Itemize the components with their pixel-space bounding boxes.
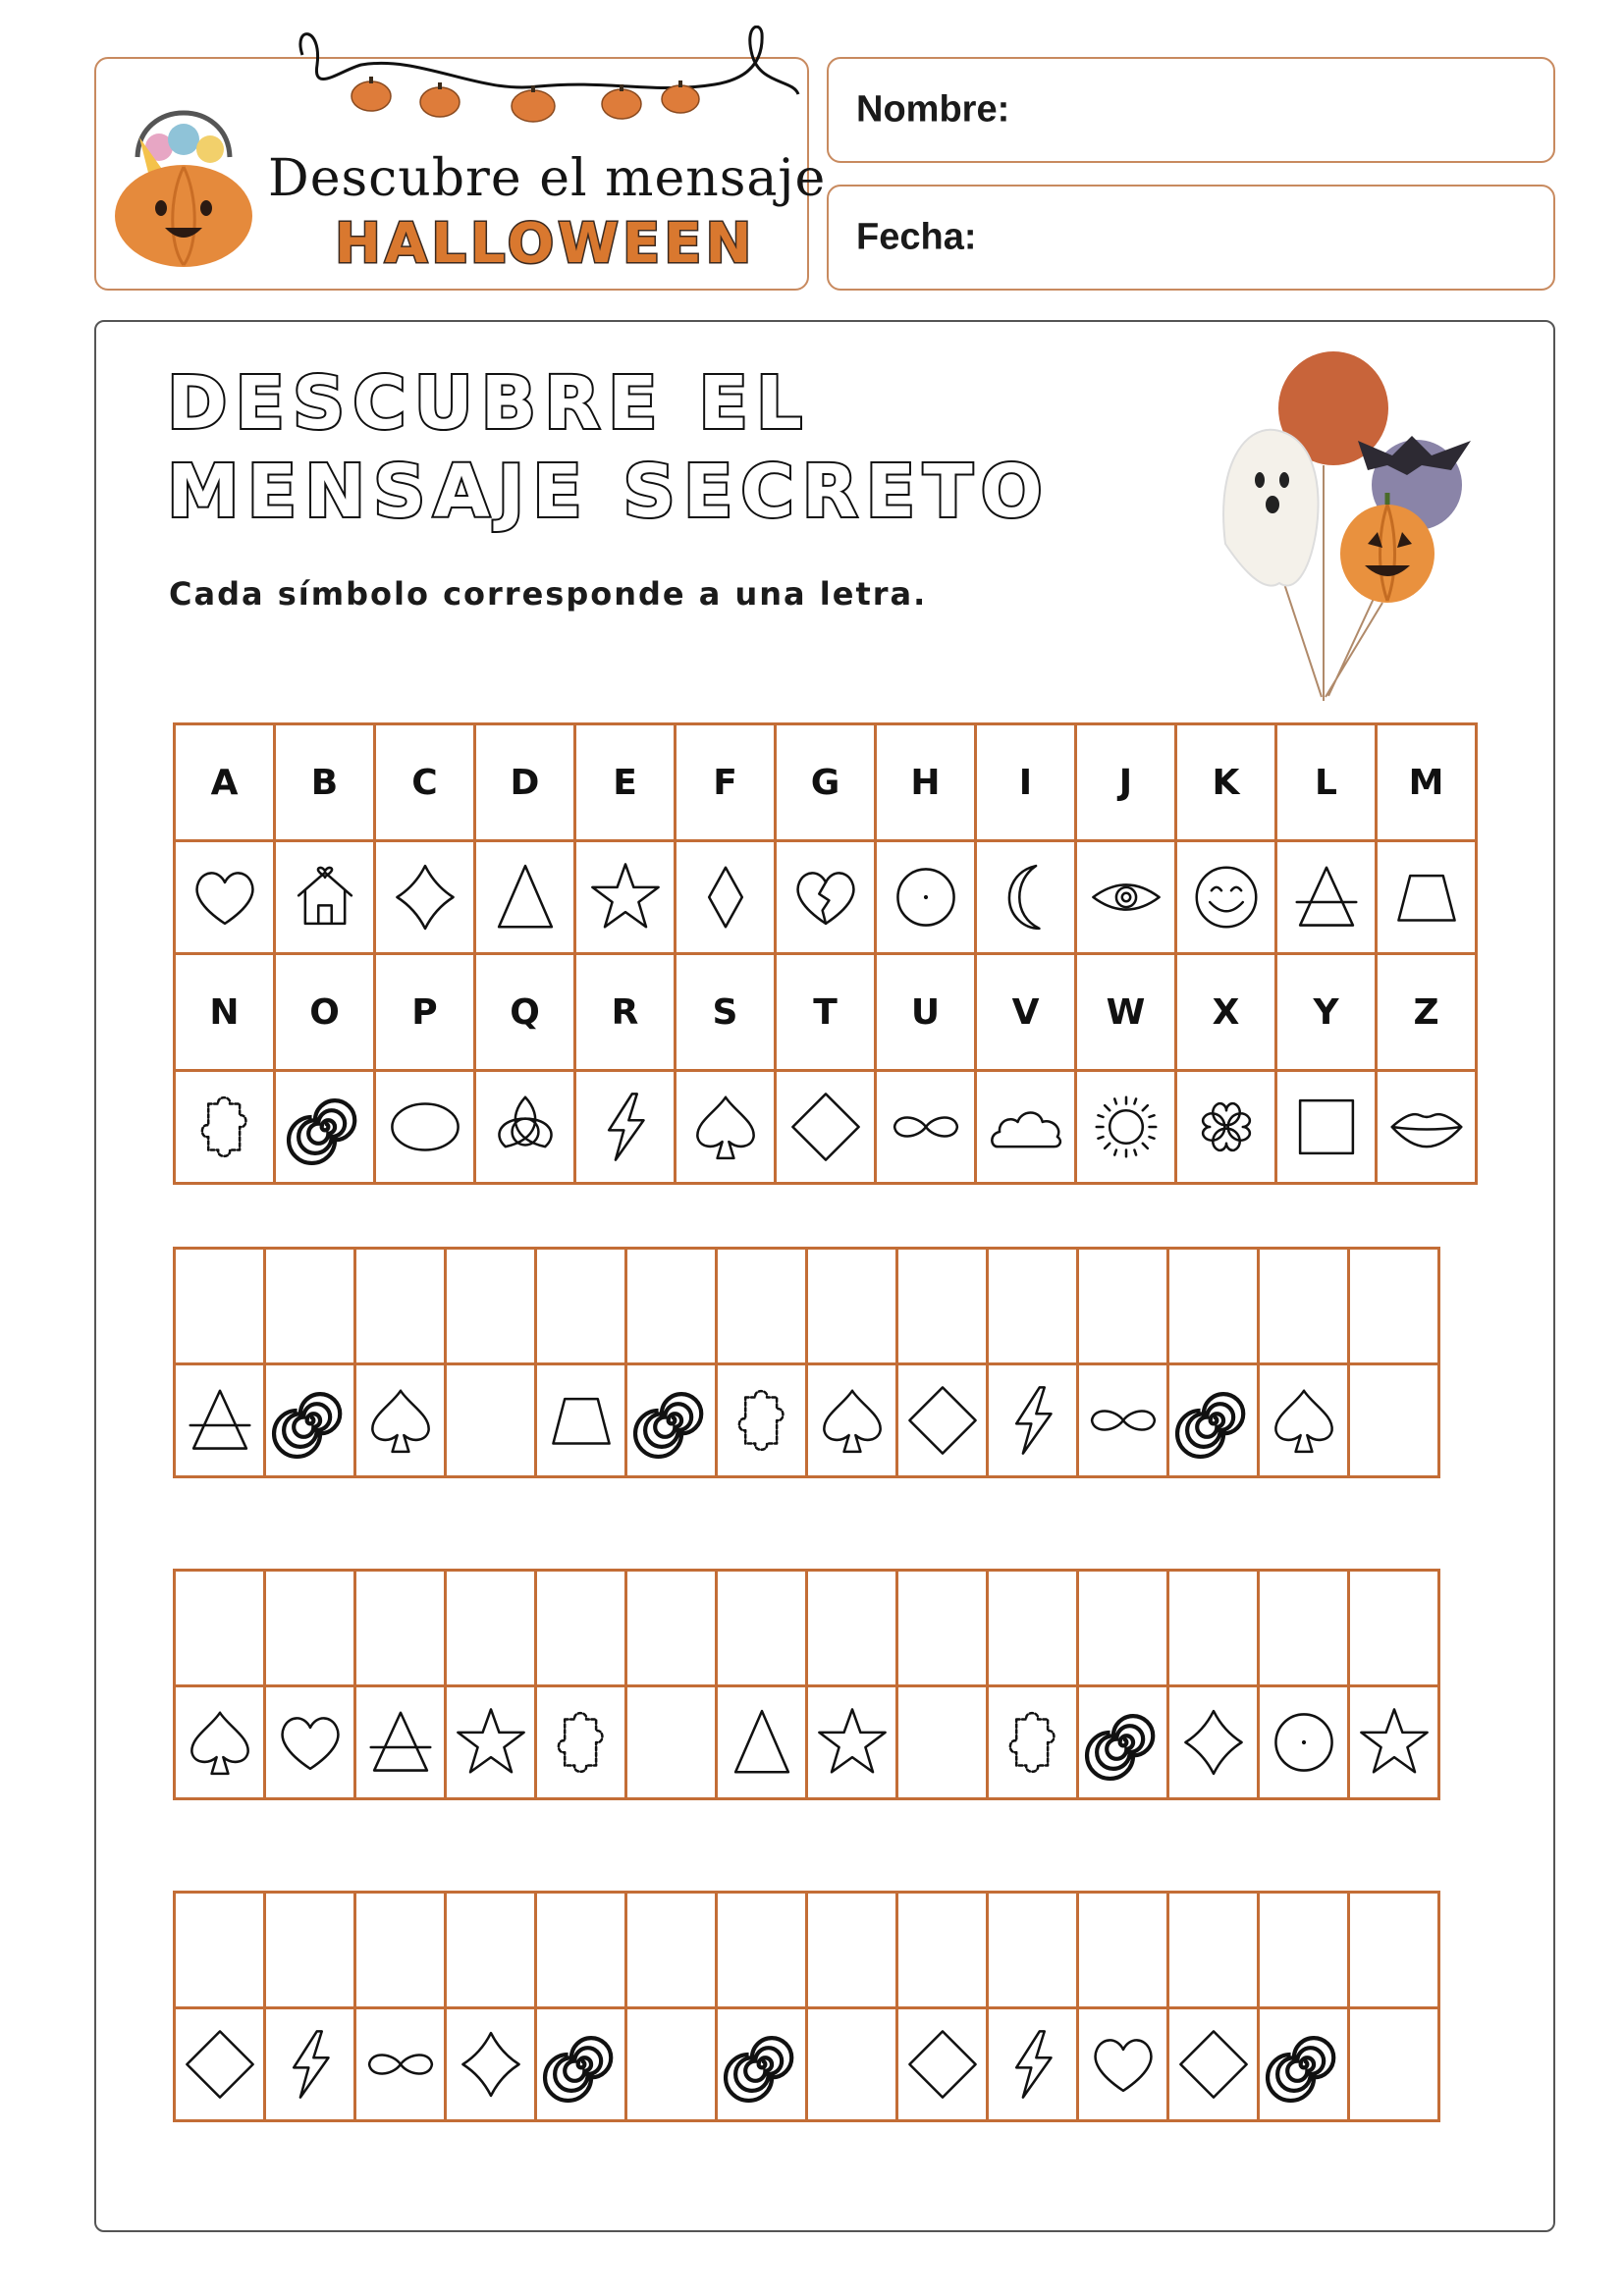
crossed-triangle-icon — [359, 1701, 442, 1784]
spiral-icon — [1172, 1379, 1255, 1462]
space-cell — [626, 2008, 717, 2121]
answer-cell[interactable] — [1349, 1893, 1439, 2008]
key-letter-cell: K — [1176, 724, 1276, 841]
puzzle-piece-icon — [540, 1701, 623, 1784]
key-symbol-cell — [876, 841, 976, 954]
answer-cell[interactable] — [897, 1893, 988, 2008]
symbol-cell — [175, 1686, 265, 1799]
spiral-icon — [630, 1379, 713, 1462]
answer-cell[interactable] — [1349, 1571, 1439, 1686]
answer-cell[interactable] — [265, 1893, 355, 2008]
key-letter-cell: S — [676, 954, 776, 1071]
spiral-icon — [1082, 1701, 1164, 1784]
symbol-cell — [1259, 1364, 1349, 1477]
puzzle-piece-icon — [721, 1379, 803, 1462]
answer-cell[interactable] — [717, 1893, 807, 2008]
key-letter-cell: R — [575, 954, 676, 1071]
house-icon — [284, 856, 366, 938]
key-symbol-cell — [1076, 841, 1176, 954]
answer-row — [175, 1893, 1439, 2008]
answer-cell[interactable] — [717, 1571, 807, 1686]
rhombus-icon — [901, 1379, 984, 1462]
lips-icon — [1385, 1086, 1468, 1168]
answer-row — [175, 1571, 1439, 1686]
halloween-balloons-illustration — [1186, 347, 1500, 721]
key-letter-cell: W — [1076, 954, 1176, 1071]
spiral-icon — [721, 2023, 803, 2106]
secret-message-row-3 — [173, 1891, 1440, 2122]
lightning-icon — [584, 1086, 667, 1168]
key-letter-cell: T — [776, 954, 876, 1071]
key-symbol-cell — [175, 1071, 275, 1184]
answer-cell[interactable] — [1349, 1249, 1439, 1364]
heart-icon — [184, 856, 266, 938]
key-symbol-cell — [1377, 1071, 1477, 1184]
spiral-icon — [284, 1086, 366, 1168]
lightning-icon — [992, 2023, 1074, 2106]
trapezoid-icon — [1385, 856, 1468, 938]
symbol-cell — [265, 1364, 355, 1477]
answer-cell[interactable] — [988, 1249, 1078, 1364]
key-letter-row-1 — [175, 724, 1477, 841]
symbol-cell — [988, 1364, 1078, 1477]
answer-cell[interactable] — [1168, 1893, 1259, 2008]
key-letter-cell: O — [275, 954, 375, 1071]
symbol-cell — [1078, 2008, 1168, 2121]
spiral-icon — [1263, 2023, 1345, 2106]
answer-cell[interactable] — [265, 1571, 355, 1686]
key-letter-row-2 — [175, 954, 1477, 1071]
answer-cell[interactable] — [897, 1249, 988, 1364]
page-title-line-1: DESCUBRE EL — [167, 361, 811, 446]
answer-cell[interactable] — [1259, 1893, 1349, 2008]
answer-cell[interactable] — [355, 1249, 446, 1364]
key-symbol-cell — [976, 841, 1076, 954]
key-letter-cell: X — [1176, 954, 1276, 1071]
symbol-cell — [717, 2008, 807, 2121]
crescent-moon-icon — [985, 856, 1067, 938]
lightning-icon — [992, 1379, 1074, 1462]
symbol-cell — [175, 2008, 265, 2121]
symbol-cell — [355, 2008, 446, 2121]
key-symbol-cell — [1276, 1071, 1377, 1184]
key-symbol-cell — [175, 841, 275, 954]
key-letter-cell: V — [976, 954, 1076, 1071]
space-cell — [1349, 1364, 1439, 1477]
triangle-icon — [721, 1701, 803, 1784]
diamond-card-icon — [450, 2023, 532, 2106]
infinity-icon — [885, 1086, 967, 1168]
symbol-cell — [807, 1686, 897, 1799]
key-symbol-cell — [375, 841, 475, 954]
key-letter-cell: E — [575, 724, 676, 841]
star-icon — [1353, 1701, 1435, 1784]
symbol-cell — [536, 2008, 626, 2121]
page-title-line-2: MENSAJE SECRETO — [167, 450, 1051, 534]
star-icon — [584, 856, 667, 938]
symbol-cell — [1259, 2008, 1349, 2121]
symbol-cell — [355, 1686, 446, 1799]
key-symbol-cell — [275, 1071, 375, 1184]
secret-message-row-2 — [173, 1569, 1440, 1800]
key-symbol-cell — [776, 1071, 876, 1184]
star-icon — [811, 1701, 893, 1784]
answer-cell[interactable] — [626, 1571, 717, 1686]
key-symbol-cell — [1176, 841, 1276, 954]
symbol-cell — [265, 1686, 355, 1799]
symbol-cell — [988, 2008, 1078, 2121]
eye-icon — [1085, 856, 1167, 938]
spade-icon — [684, 1086, 767, 1168]
narrow-diamond-icon — [684, 856, 767, 938]
spade-icon — [811, 1379, 893, 1462]
lightning-icon — [269, 2023, 352, 2106]
symbol-cell — [355, 1364, 446, 1477]
key-letter-cell: Z — [1377, 954, 1477, 1071]
key-symbol-cell — [976, 1071, 1076, 1184]
key-symbol-cell — [1377, 841, 1477, 954]
symbol-row — [175, 1686, 1439, 1799]
key-letter-cell: D — [475, 724, 575, 841]
space-cell — [1349, 2008, 1439, 2121]
symbol-cell — [1168, 2008, 1259, 2121]
answer-cell[interactable] — [355, 1571, 446, 1686]
answer-cell[interactable] — [1168, 1571, 1259, 1686]
answer-cell[interactable] — [446, 1571, 536, 1686]
header-subtitle: HALLOWEEN — [335, 212, 756, 276]
infinity-icon — [359, 2023, 442, 2106]
cloud-icon — [985, 1086, 1067, 1168]
key-letter-cell: Q — [475, 954, 575, 1071]
header-title: Descubre el mensaje — [268, 149, 827, 208]
symbol-cell — [1259, 1686, 1349, 1799]
key-letter-cell: U — [876, 954, 976, 1071]
answer-cell[interactable] — [446, 1893, 536, 2008]
symbol-cell — [897, 2008, 988, 2121]
answer-cell[interactable] — [717, 1249, 807, 1364]
puzzle-piece-icon — [184, 1086, 266, 1168]
space-cell — [626, 1686, 717, 1799]
symbol-cell — [897, 1364, 988, 1477]
header-panel — [94, 57, 827, 291]
heart-icon — [269, 1701, 352, 1784]
infinity-icon — [1082, 1379, 1164, 1462]
answer-cell[interactable] — [807, 1571, 897, 1686]
answer-cell[interactable] — [807, 1893, 897, 2008]
rhombus-icon — [179, 2023, 261, 2106]
symbol-cell — [265, 2008, 355, 2121]
puzzle-piece-icon — [992, 1701, 1074, 1784]
clover-icon — [1185, 1086, 1268, 1168]
answer-cell[interactable] — [1078, 1893, 1168, 2008]
broken-heart-icon — [785, 856, 867, 938]
symbol-cell — [717, 1364, 807, 1477]
triangle-icon — [484, 856, 567, 938]
answer-cell[interactable] — [1078, 1249, 1168, 1364]
triquetra-icon — [484, 1086, 567, 1168]
key-letter-cell: B — [275, 724, 375, 841]
heart-icon — [1082, 2023, 1164, 2106]
pumpkin-basket-illustration — [110, 79, 257, 275]
square-icon — [1285, 1086, 1368, 1168]
key-letter-cell: F — [676, 724, 776, 841]
answer-cell[interactable] — [265, 1249, 355, 1364]
key-symbol-cell — [475, 841, 575, 954]
symbol-cell — [446, 1686, 536, 1799]
answer-cell[interactable] — [626, 1249, 717, 1364]
key-symbol-row-1 — [175, 841, 1477, 954]
symbol-cell — [175, 1364, 265, 1477]
key-letter-cell: H — [876, 724, 976, 841]
instruction-text: Cada símbolo corresponde a una letra. — [169, 575, 928, 613]
space-cell — [897, 1686, 988, 1799]
answer-cell[interactable] — [175, 1893, 265, 2008]
date-label: Fecha: — [856, 216, 977, 258]
symbol-cell — [1078, 1686, 1168, 1799]
key-symbol-cell — [876, 1071, 976, 1184]
spade-icon — [359, 1379, 442, 1462]
answer-cell[interactable] — [355, 1893, 446, 2008]
symbol-cell — [446, 2008, 536, 2121]
name-field[interactable] — [827, 57, 1555, 163]
spiral-icon — [269, 1379, 352, 1462]
key-symbol-cell — [676, 841, 776, 954]
crossed-triangle-icon — [179, 1379, 261, 1462]
cipher-key-table — [173, 722, 1478, 1185]
spade-icon — [1263, 1379, 1345, 1462]
key-symbol-row-2 — [175, 1071, 1477, 1184]
date-field[interactable] — [827, 185, 1555, 291]
symbol-cell — [807, 1364, 897, 1477]
symbol-cell — [626, 1364, 717, 1477]
sun-icon — [1085, 1086, 1167, 1168]
smiley-icon — [1185, 856, 1268, 938]
symbol-cell — [1168, 1686, 1259, 1799]
secret-message-row-1 — [173, 1247, 1440, 1478]
key-symbol-cell — [275, 841, 375, 954]
answer-cell[interactable] — [446, 1249, 536, 1364]
key-symbol-cell — [475, 1071, 575, 1184]
ellipse-icon — [384, 1086, 466, 1168]
key-letter-cell: C — [375, 724, 475, 841]
diamond-card-icon — [1172, 1701, 1255, 1784]
key-letter-cell: A — [175, 724, 275, 841]
key-symbol-cell — [1276, 841, 1377, 954]
rhombus-icon — [1172, 2023, 1255, 2106]
spiral-icon — [540, 2023, 623, 2106]
symbol-cell — [988, 1686, 1078, 1799]
answer-cell[interactable] — [175, 1249, 265, 1364]
name-label: Nombre: — [856, 88, 1010, 131]
key-letter-cell: Y — [1276, 954, 1377, 1071]
answer-cell[interactable] — [626, 1893, 717, 2008]
key-letter-cell: G — [776, 724, 876, 841]
key-letter-cell: N — [175, 954, 275, 1071]
key-letter-cell: M — [1377, 724, 1477, 841]
key-symbol-cell — [676, 1071, 776, 1184]
key-symbol-cell — [375, 1071, 475, 1184]
key-symbol-cell — [776, 841, 876, 954]
spade-icon — [179, 1701, 261, 1784]
key-letter-cell: I — [976, 724, 1076, 841]
answer-cell[interactable] — [807, 1249, 897, 1364]
star-icon — [450, 1701, 532, 1784]
trapezoid-icon — [540, 1379, 623, 1462]
symbol-cell — [717, 1686, 807, 1799]
symbol-cell — [536, 1686, 626, 1799]
symbol-cell — [1349, 1686, 1439, 1799]
symbol-cell — [1168, 1364, 1259, 1477]
diamond-card-icon — [384, 856, 466, 938]
answer-cell[interactable] — [1259, 1571, 1349, 1686]
circle-dot-icon — [885, 856, 967, 938]
rhombus-icon — [901, 2023, 984, 2106]
bunting-garland-illustration — [283, 26, 813, 133]
crossed-triangle-icon — [1285, 856, 1368, 938]
key-symbol-cell — [1076, 1071, 1176, 1184]
key-symbol-cell — [575, 1071, 676, 1184]
answer-cell[interactable] — [897, 1571, 988, 1686]
key-symbol-cell — [1176, 1071, 1276, 1184]
key-letter-cell: P — [375, 954, 475, 1071]
answer-cell[interactable] — [536, 1893, 626, 2008]
answer-cell[interactable] — [536, 1571, 626, 1686]
symbol-row — [175, 1364, 1439, 1477]
symbol-row — [175, 2008, 1439, 2121]
answer-cell[interactable] — [1259, 1249, 1349, 1364]
answer-cell[interactable] — [175, 1571, 265, 1686]
space-cell — [446, 1364, 536, 1477]
symbol-cell — [536, 1364, 626, 1477]
key-symbol-cell — [575, 841, 676, 954]
answer-cell[interactable] — [1078, 1571, 1168, 1686]
key-letter-cell: L — [1276, 724, 1377, 841]
answer-cell[interactable] — [988, 1571, 1078, 1686]
answer-row — [175, 1249, 1439, 1364]
space-cell — [807, 2008, 897, 2121]
rhombus-icon — [785, 1086, 867, 1168]
answer-cell[interactable] — [536, 1249, 626, 1364]
key-letter-cell: J — [1076, 724, 1176, 841]
answer-cell[interactable] — [1168, 1249, 1259, 1364]
answer-cell[interactable] — [988, 1893, 1078, 2008]
symbol-cell — [1078, 1364, 1168, 1477]
circle-dot-icon — [1263, 1701, 1345, 1784]
